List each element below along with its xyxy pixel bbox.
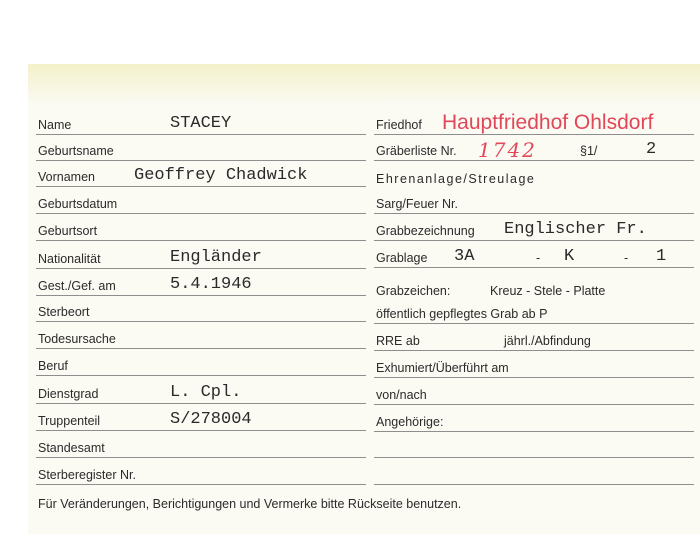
field-nationalitaet <box>36 246 366 269</box>
field-label: Standesamt <box>38 441 105 455</box>
grablage-separator: - <box>624 251 629 265</box>
field-label: Geburtsort <box>38 224 98 238</box>
field-beruf <box>36 353 366 376</box>
field-label: Todesursache <box>38 332 116 346</box>
field-graeberliste <box>374 138 694 161</box>
card-top-tint <box>28 64 700 104</box>
field-label: Gest./Gef. am <box>38 279 116 293</box>
field-value: Geoffrey Chadwick <box>134 166 308 185</box>
field-label: Dienstgrad <box>38 387 99 401</box>
field-friedhof <box>374 110 694 135</box>
field-sarg <box>374 191 694 214</box>
grablage-part-1: 3A <box>454 247 475 266</box>
field-sterberegister <box>36 462 366 485</box>
field-value-handwritten: 1742 <box>478 138 537 162</box>
field-label: Exhumiert/Überführt am <box>376 361 509 375</box>
field-gestorben-am <box>36 273 366 296</box>
field-todesursache <box>36 326 366 349</box>
field-label: Nationalität <box>38 252 101 266</box>
paragraph-label: §1/ <box>580 144 598 158</box>
field-grabzeichen <box>374 278 694 300</box>
grablage-part-3: 1 <box>656 247 667 266</box>
field-dienstgrad <box>36 381 366 404</box>
field-angehoerige <box>374 409 694 432</box>
footer-note: Für Veränderungen, Berichtigungen und Vermerke bitte Rückseite benutzen. <box>38 497 462 511</box>
field-standesamt <box>36 435 366 458</box>
field-label: Sterbeort <box>38 305 90 319</box>
abfindung-label: jährl./Abfindung <box>504 334 591 348</box>
blank-line <box>374 462 694 485</box>
field-value: STACEY <box>170 114 232 133</box>
field-grabbezeichnung <box>374 218 694 241</box>
blank-line <box>374 435 694 458</box>
field-value: L. Cpl. <box>170 383 242 402</box>
paragraph-value: 2 <box>646 140 657 159</box>
field-value: Englischer Fr. <box>504 220 647 239</box>
field-vornamen <box>36 164 366 187</box>
field-value-stamp: Hauptfriedhof Ohlsdorf <box>442 111 654 134</box>
field-label: Gräberliste Nr. <box>376 144 457 158</box>
field-label: Angehörige: <box>376 415 444 429</box>
field-label: Name <box>38 118 72 132</box>
field-exhumiert <box>374 355 694 378</box>
field-geburtsort <box>36 218 366 241</box>
field-sterbeort <box>36 299 366 322</box>
field-label: Beruf <box>38 359 68 373</box>
field-label: Grabzeichen: <box>376 284 451 298</box>
field-oeffentlich <box>374 301 694 324</box>
field-truppenteil <box>36 408 366 431</box>
field-vonnach <box>374 382 694 405</box>
field-label: öffentlich gepflegtes Grab ab P <box>376 307 548 321</box>
field-value: S/278004 <box>170 410 252 429</box>
field-label: Sterberegister Nr. <box>38 468 136 482</box>
field-label: Truppenteil <box>38 414 101 428</box>
field-grablage <box>374 245 694 268</box>
field-geburtsname <box>36 138 366 161</box>
grablage-separator: - <box>536 251 541 265</box>
field-label: Friedhof <box>376 118 422 132</box>
field-geburtsdatum <box>36 191 366 214</box>
field-label: von/nach <box>376 388 427 402</box>
field-ehrenanlage <box>374 166 694 188</box>
field-rre <box>374 328 694 351</box>
field-name <box>36 112 366 135</box>
field-label: Geburtsname <box>38 144 114 158</box>
grablage-part-2: K <box>564 247 575 266</box>
field-label: Sarg/Feuer Nr. <box>376 197 458 211</box>
field-label: Ehrenanlage/Streulage <box>376 172 536 186</box>
grabzeichen-options: Kreuz - Stele - Platte <box>490 284 606 298</box>
field-label: Geburtsdatum <box>38 197 118 211</box>
field-value: Engländer <box>170 248 262 267</box>
field-label: Vornamen <box>38 170 95 184</box>
field-value: 5.4.1946 <box>170 275 252 294</box>
field-label: Grabbezeichnung <box>376 224 475 238</box>
field-label: Grablage <box>376 251 428 265</box>
field-label: RRE ab <box>376 334 420 348</box>
